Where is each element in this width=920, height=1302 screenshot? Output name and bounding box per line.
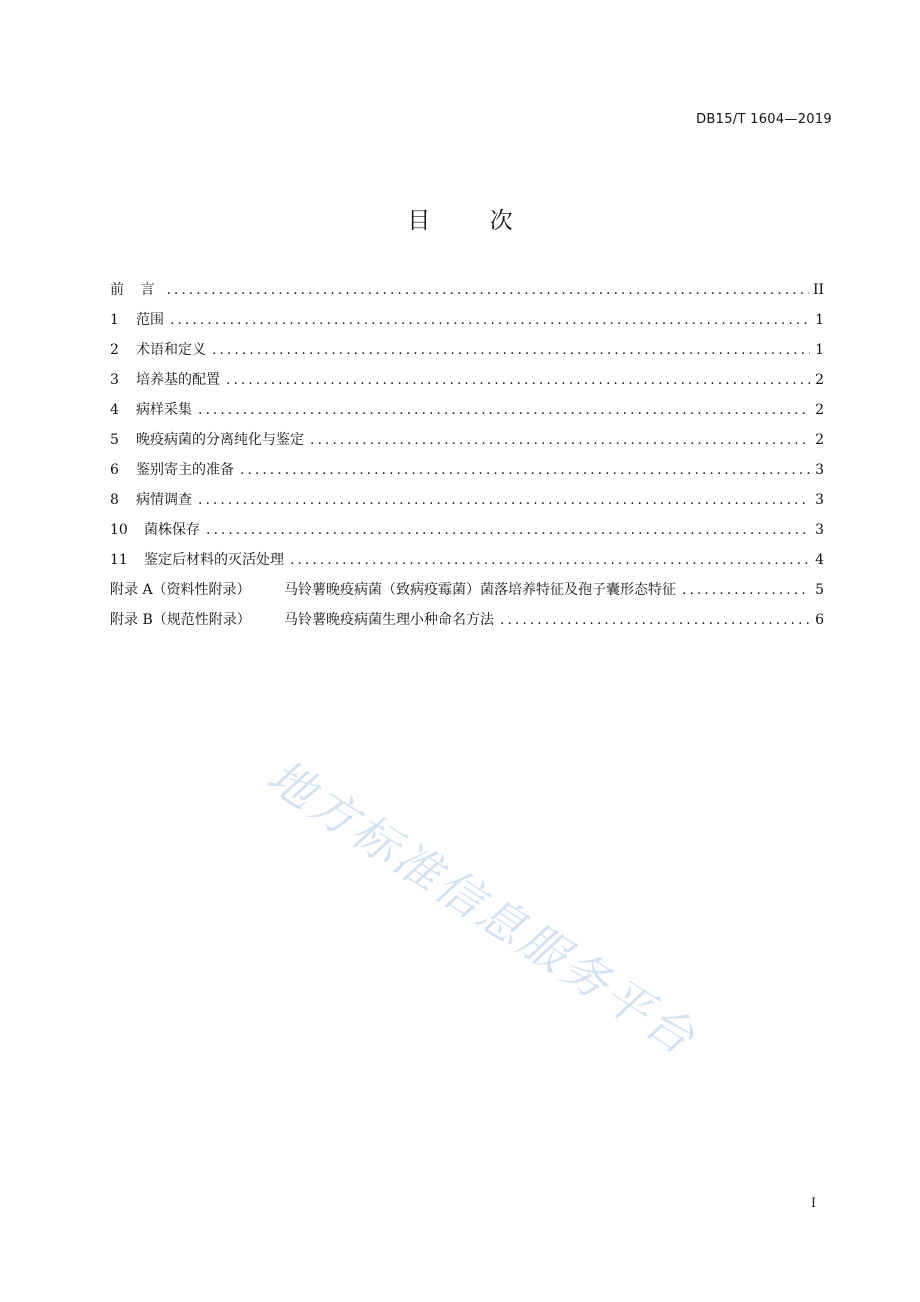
toc-entry-page: 6	[815, 612, 824, 628]
toc-entry-label: 术语和定义	[136, 342, 206, 358]
toc-entry-inactivation[interactable]	[110, 545, 824, 575]
toc-dot-leader	[166, 275, 808, 305]
toc-entry-page: 2	[815, 372, 824, 388]
toc-entry-label: 前 言	[110, 282, 161, 298]
toc-entry-label: 鉴定后材料的灭活处理	[144, 552, 284, 568]
toc-dot-leader	[226, 365, 810, 395]
toc-dot-leader	[500, 605, 810, 635]
toc-entry-page: 2	[815, 432, 824, 448]
toc-entry-label: 晚疫病菌的分离纯化与鉴定	[136, 432, 304, 448]
toc-dot-leader	[240, 455, 810, 485]
toc-dot-leader	[290, 545, 810, 575]
toc-entry-storage[interactable]	[110, 515, 824, 545]
toc-entry-survey[interactable]	[110, 485, 824, 515]
toc-entry-number: 3	[110, 372, 119, 388]
toc-entry-number: 2	[110, 342, 119, 358]
toc-entry-label: 培养基的配置	[136, 372, 220, 388]
toc-entry-page: 3	[815, 492, 824, 508]
toc-entry-page: 1	[815, 312, 824, 328]
toc-title: 目 次	[407, 208, 539, 234]
toc-dot-leader	[682, 575, 810, 605]
toc-entry-terms[interactable]	[110, 335, 824, 365]
watermark: 地方标准信息服务平台	[257, 748, 707, 1067]
toc-entry-page: II	[812, 282, 824, 298]
toc-entry-appendix-a[interactable]	[110, 575, 824, 605]
toc-dot-leader	[198, 395, 810, 425]
document-code: DB15/T 1604—2019	[696, 112, 832, 127]
toc-entry-number: 11	[110, 552, 128, 568]
toc-dot-leader	[206, 515, 810, 545]
toc-entry-label: 马铃薯晚疫病菌生理小种命名方法	[284, 612, 494, 628]
toc-entry-label: 病样采集	[136, 402, 192, 418]
toc-entry-number: 8	[110, 492, 119, 508]
toc-entry-number: 附录 A（资料性附录）	[110, 582, 251, 598]
toc-entry-number: 附录 B（规范性附录）	[110, 612, 251, 628]
toc-entry-number: 1	[110, 312, 119, 328]
toc-entry-page: 5	[815, 582, 824, 598]
toc-entry-foreword[interactable]	[110, 275, 824, 305]
toc-entry-sampling[interactable]	[110, 395, 824, 425]
toc-entry-appendix-b[interactable]	[110, 605, 824, 635]
toc-entry-page: 3	[815, 462, 824, 478]
toc-entry-host[interactable]	[110, 455, 824, 485]
toc-entry-number: 4	[110, 402, 119, 418]
toc-dot-leader	[310, 425, 810, 455]
toc-entry-medium[interactable]	[110, 365, 824, 395]
toc-entry-isolation[interactable]	[110, 425, 824, 455]
toc-entry-number: 5	[110, 432, 119, 448]
toc-entry-label: 菌株保存	[144, 522, 200, 538]
toc-entry-label: 鉴别寄主的准备	[136, 462, 234, 478]
toc-entry-page: 1	[815, 342, 824, 358]
toc-entry-label: 范围	[136, 312, 164, 328]
toc-list	[110, 275, 824, 635]
toc-dot-leader	[198, 485, 810, 515]
toc-entry-scope[interactable]	[110, 305, 824, 335]
toc-entry-page: 4	[815, 552, 824, 568]
toc-dot-leader	[212, 335, 810, 365]
toc-dot-leader	[170, 305, 810, 335]
toc-entry-number: 6	[110, 462, 119, 478]
toc-entry-label: 马铃薯晚疫病菌（致病疫霉菌）菌落培养特征及孢子囊形态特征	[284, 582, 676, 598]
toc-entry-page: 2	[815, 402, 824, 418]
toc-entry-label: 病情调查	[136, 492, 192, 508]
toc-entry-number: 10	[110, 522, 128, 538]
toc-entry-page: 3	[815, 522, 824, 538]
page-number: I	[810, 1196, 816, 1211]
